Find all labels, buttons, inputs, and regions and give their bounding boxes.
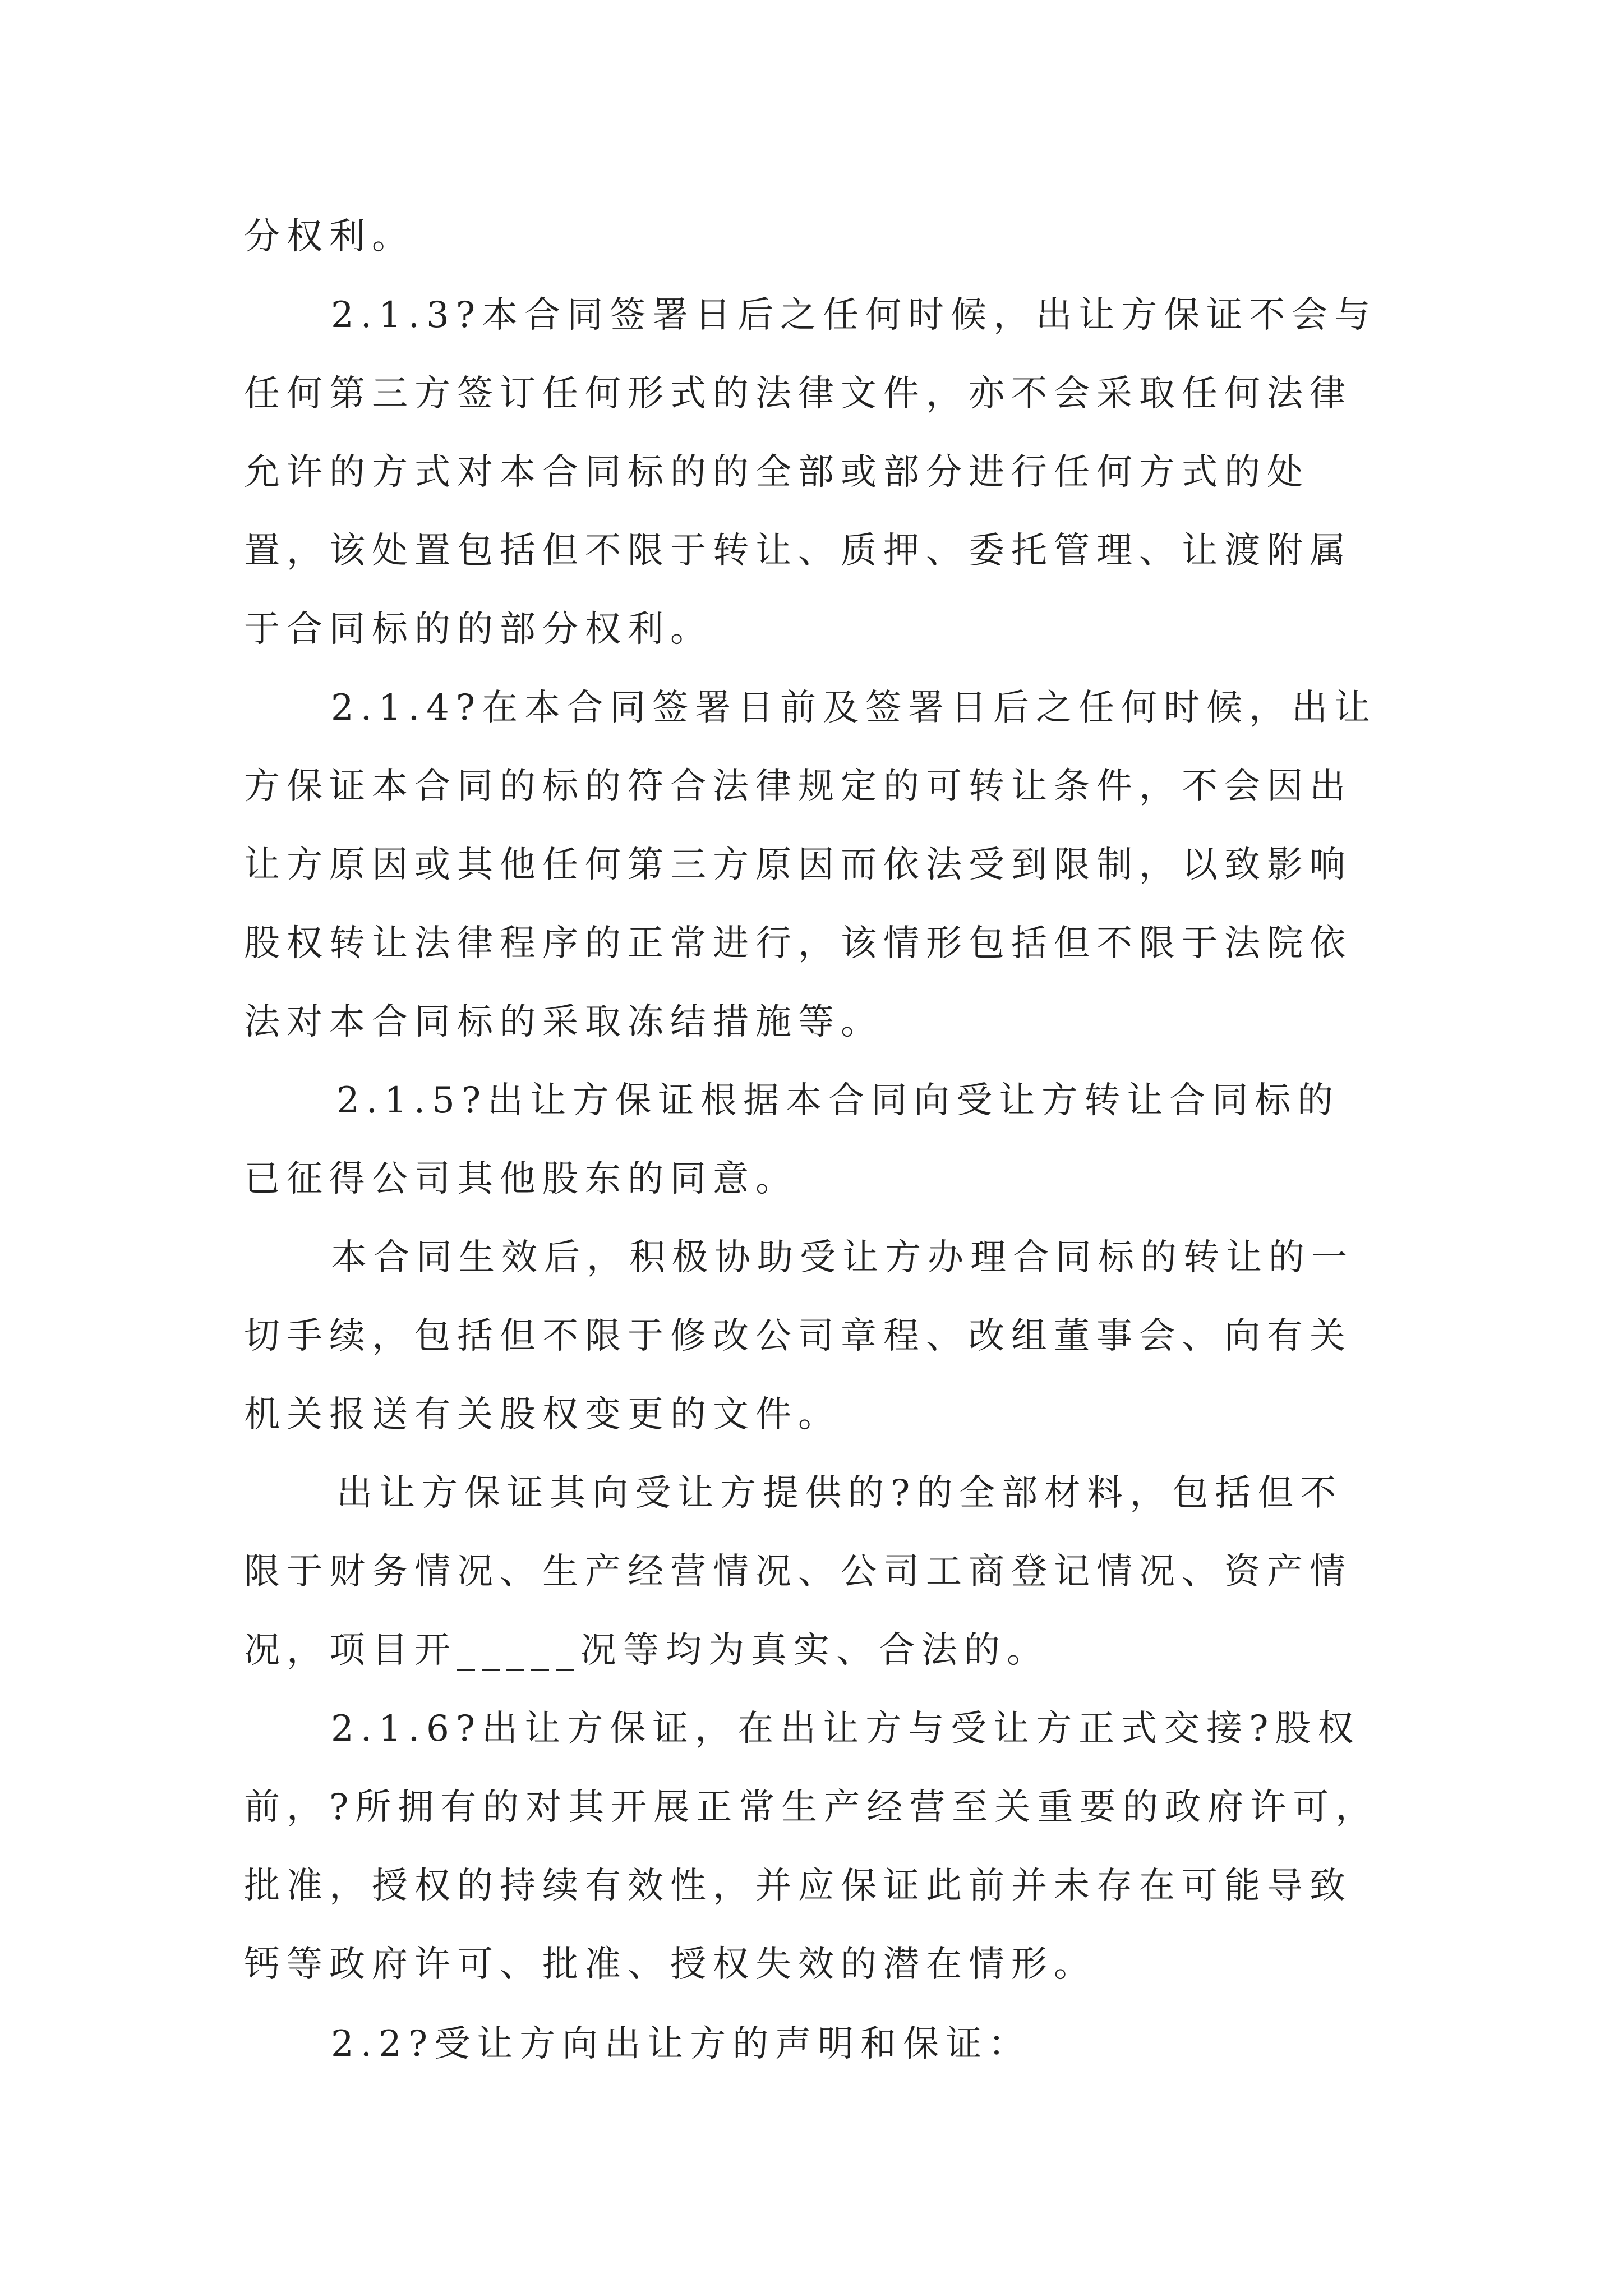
text-line: 2.1.6?出让方保证，在出让方与受让方正式交接?股权 bbox=[331, 1708, 1361, 1750]
text-line: 2.1.3?本合同签署日后之任何时候，出让方保证不会与 bbox=[331, 295, 1377, 336]
text-line: 分权利。 bbox=[244, 216, 414, 257]
text-line: 况，项目开_____况等均为真实、合法的。 bbox=[244, 1630, 1049, 1671]
text-line: 限于财务情况、生产经营情况、公司工商登记情况、资产情 bbox=[244, 1551, 1352, 1593]
text-line: 方保证本合同的标的符合法律规定的可转让条件，不会因出 bbox=[244, 766, 1352, 807]
text-line: 出让方保证其向受让方提供的?的全部材料，包括但不 bbox=[336, 1473, 1343, 1514]
text-line: 让方原因或其他任何第三方原因而依法受到限制，以致影响 bbox=[244, 844, 1352, 886]
text-line: 本合同生效后，积极协助受让方办理合同标的转让的一 bbox=[331, 1237, 1354, 1278]
text-line: 2.1.4?在本合同签署日前及签署日后之任何时候，出让 bbox=[331, 687, 1377, 729]
text-line: 于合同标的的部分权利。 bbox=[244, 609, 713, 650]
text-line: 法对本合同标的采取冻结措施等。 bbox=[244, 1001, 883, 1043]
text-line: 股权转让法律程序的正常进行，该情形包括但不限于法院依 bbox=[244, 923, 1352, 964]
text-line: 切手续，包括但不限于修改公司章程、改组董事会、向有关 bbox=[244, 1315, 1352, 1357]
text-line: 前，?所拥有的对其开展正常生产经营至关重要的政府许可， bbox=[244, 1787, 1378, 1828]
text-line: 机关报送有关股权变更的文件。 bbox=[244, 1394, 841, 1435]
text-line: 2.1.5?出让方保证根据本合同向受让方转让合同标的 bbox=[336, 1080, 1340, 1121]
text-line: 任何第三方签订任何形式的法律文件，亦不会采取任何法律 bbox=[244, 373, 1352, 415]
text-line: 允许的方式对本合同标的的全部或部分进行任何方式的处 bbox=[244, 452, 1310, 493]
text-line: 2.2?受让方向出让方的声明和保证： bbox=[331, 2023, 1031, 2065]
text-line: 批准，授权的持续有效性，并应保证此前并未存在可能导致 bbox=[244, 1865, 1352, 1907]
text-line: 钙等政府许可、批准、授权失效的潜在情形。 bbox=[244, 1944, 1096, 1985]
text-line: 已征得公司其他股东的同意。 bbox=[244, 1158, 798, 1200]
text-line: 置，该处置包括但不限于转让、质押、委托管理、让渡附属 bbox=[244, 530, 1352, 572]
